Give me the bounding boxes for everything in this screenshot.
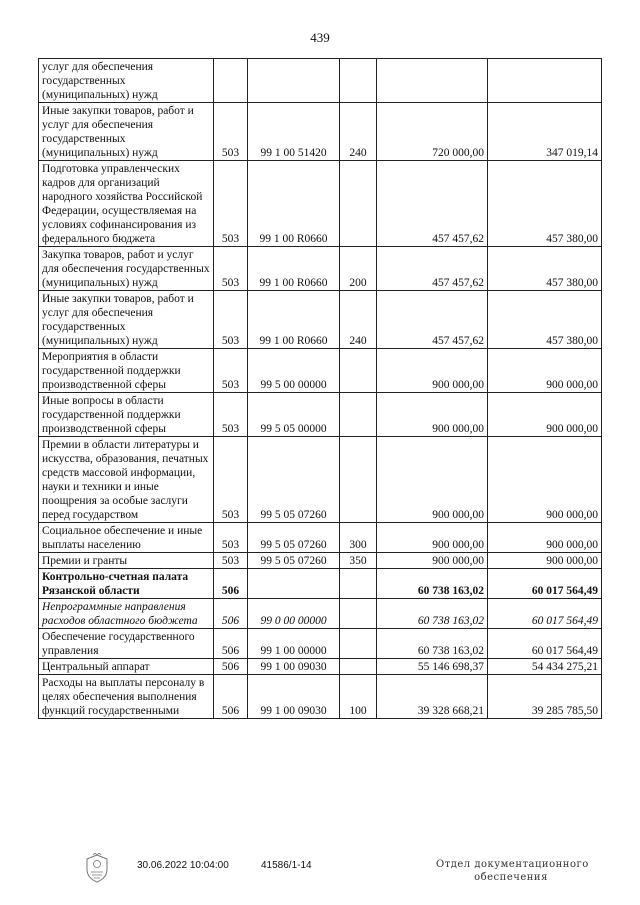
row-kind — [340, 659, 377, 675]
table-row — [39, 523, 602, 553]
row-code: 99 5 05 07260 — [248, 553, 340, 569]
row-amount-1: 39 328 668,21 — [377, 675, 488, 719]
stamp-doc-number: 41586/1-14 — [261, 860, 312, 871]
row-amount-2: 457 380,00 — [488, 247, 602, 291]
table-row — [39, 675, 602, 719]
row-code — [248, 59, 340, 103]
row-amount-2: 900 000,00 — [488, 523, 602, 553]
row-section: 506 — [214, 659, 248, 675]
table-row — [39, 553, 602, 569]
stamp-datetime: 30.06.2022 10:04:00 — [137, 860, 229, 871]
row-name: Премии и гранты — [39, 553, 214, 569]
row-amount-1: 60 738 163,02 — [377, 629, 488, 659]
row-kind — [340, 161, 377, 247]
row-amount-1: 60 738 163,02 — [377, 599, 488, 629]
row-section: 506 — [214, 599, 248, 629]
row-kind — [340, 393, 377, 437]
table-row — [39, 247, 602, 291]
row-kind: 300 — [340, 523, 377, 553]
row-code: 99 0 00 00000 — [248, 599, 340, 629]
table-row — [39, 103, 602, 161]
table-row — [39, 393, 602, 437]
stamp-office — [436, 858, 589, 884]
row-name: Иные закупки товаров, работ и услуг для обеспечения государственных (муниципальных) нужд — [39, 103, 214, 161]
row-name: Премии в области литературы и искусства, образования, печатных средств массовой информации, науки и техники и иные поощрения за особые заслуги перед государством — [39, 437, 214, 523]
table-row — [39, 291, 602, 349]
row-kind — [340, 569, 377, 599]
footer — [0, 855, 640, 895]
row-amount-2: 900 000,00 — [488, 437, 602, 523]
table-row — [39, 349, 602, 393]
row-section: 503 — [214, 103, 248, 161]
row-section: 503 — [214, 247, 248, 291]
row-amount-2: 900 000,00 — [488, 393, 602, 437]
table-row — [39, 437, 602, 523]
row-amount-2: 60 017 564,49 — [488, 599, 602, 629]
budget-table-body — [39, 59, 602, 719]
row-section: 503 — [214, 523, 248, 553]
row-kind — [340, 599, 377, 629]
row-name: Иные закупки товаров, работ и услуг для обеспечения государственных (муниципальных) нужд — [39, 291, 214, 349]
row-amount-2: 60 017 564,49 — [488, 569, 602, 599]
row-kind — [340, 59, 377, 103]
row-amount-1: 900 000,00 — [377, 523, 488, 553]
page-number: 439 — [310, 30, 330, 45]
row-amount-1: 900 000,00 — [377, 553, 488, 569]
row-amount-2: 457 380,00 — [488, 161, 602, 247]
table-row — [39, 659, 602, 675]
row-amount-2: 900 000,00 — [488, 553, 602, 569]
row-section: 503 — [214, 393, 248, 437]
row-kind: 240 — [340, 291, 377, 349]
row-kind: 100 — [340, 675, 377, 719]
row-amount-1: 720 000,00 — [377, 103, 488, 161]
row-code: 99 5 05 07260 — [248, 523, 340, 553]
row-amount-1: 900 000,00 — [377, 437, 488, 523]
table-row — [39, 569, 602, 599]
row-section: 503 — [214, 291, 248, 349]
row-name: Подготовка управленческих кадров для организаций народного хозяйства Российской Федерации, осуществляемая на условиях софинансирования из федерального бюджета — [39, 161, 214, 247]
row-amount-2: 60 017 564,49 — [488, 629, 602, 659]
coat-of-arms-icon — [84, 853, 110, 883]
row-code: 99 1 00 09030 — [248, 659, 340, 675]
row-section: 503 — [214, 553, 248, 569]
row-name: Мероприятия в области государственной поддержки производственной сферы — [39, 349, 214, 393]
row-name: Социальное обеспечение и иные выплаты населению — [39, 523, 214, 553]
row-amount-1 — [377, 59, 488, 103]
row-kind — [340, 349, 377, 393]
row-code: 99 1 00 R0660 — [248, 291, 340, 349]
row-kind — [340, 629, 377, 659]
row-section: 503 — [214, 349, 248, 393]
row-name: Обеспечение государственного управления — [39, 629, 214, 659]
row-amount-2 — [488, 59, 602, 103]
row-amount-1: 457 457,62 — [377, 161, 488, 247]
table-row — [39, 599, 602, 629]
row-name: Непрограммные направления расходов областного бюджета — [39, 599, 214, 629]
row-amount-1: 55 146 698,37 — [377, 659, 488, 675]
table-row — [39, 161, 602, 247]
row-section: 506 — [214, 675, 248, 719]
row-amount-2: 54 434 275,21 — [488, 659, 602, 675]
row-amount-1: 457 457,62 — [377, 247, 488, 291]
row-kind — [340, 437, 377, 523]
row-amount-2: 39 285 785,50 — [488, 675, 602, 719]
row-kind: 350 — [340, 553, 377, 569]
row-amount-2: 457 380,00 — [488, 291, 602, 349]
row-section: 503 — [214, 437, 248, 523]
row-code: 99 1 00 51420 — [248, 103, 340, 161]
row-amount-2: 347 019,14 — [488, 103, 602, 161]
row-code: 99 1 00 R0660 — [248, 247, 340, 291]
row-name: Центральный аппарат — [39, 659, 214, 675]
table-row — [39, 59, 602, 103]
row-amount-2: 900 000,00 — [488, 349, 602, 393]
row-section — [214, 59, 248, 103]
row-kind: 200 — [340, 247, 377, 291]
row-amount-1: 900 000,00 — [377, 349, 488, 393]
row-code: 99 5 05 07260 — [248, 437, 340, 523]
row-amount-1: 60 738 163,02 — [377, 569, 488, 599]
row-name: Расходы на выплаты персоналу в целях обеспечения выполнения функций государственными — [39, 675, 214, 719]
row-section: 506 — [214, 569, 248, 599]
row-name: услуг для обеспечения государственных (муниципальных) нужд — [39, 59, 214, 103]
row-amount-1: 457 457,62 — [377, 291, 488, 349]
row-name: Закупка товаров, работ и услуг для обеспечения государственных (муниципальных) нужд — [39, 247, 214, 291]
row-kind: 240 — [340, 103, 377, 161]
row-section: 503 — [214, 161, 248, 247]
row-code: 99 1 00 09030 — [248, 675, 340, 719]
row-name: Иные вопросы в области государственной поддержки производственной сферы — [39, 393, 214, 437]
row-code: 99 1 00 00000 — [248, 629, 340, 659]
table-row — [39, 629, 602, 659]
stamp-office-line2: обеспечения — [474, 872, 548, 883]
row-section: 506 — [214, 629, 248, 659]
row-name: Контрольно-счетная палата Рязанской области — [39, 569, 214, 599]
row-code — [248, 569, 340, 599]
row-code: 99 1 00 R0660 — [248, 161, 340, 247]
stamp-office-line1: Отдел документационного — [436, 859, 589, 870]
row-code: 99 5 00 00000 — [248, 349, 340, 393]
budget-table — [38, 58, 602, 719]
row-amount-1: 900 000,00 — [377, 393, 488, 437]
row-code: 99 5 05 00000 — [248, 393, 340, 437]
